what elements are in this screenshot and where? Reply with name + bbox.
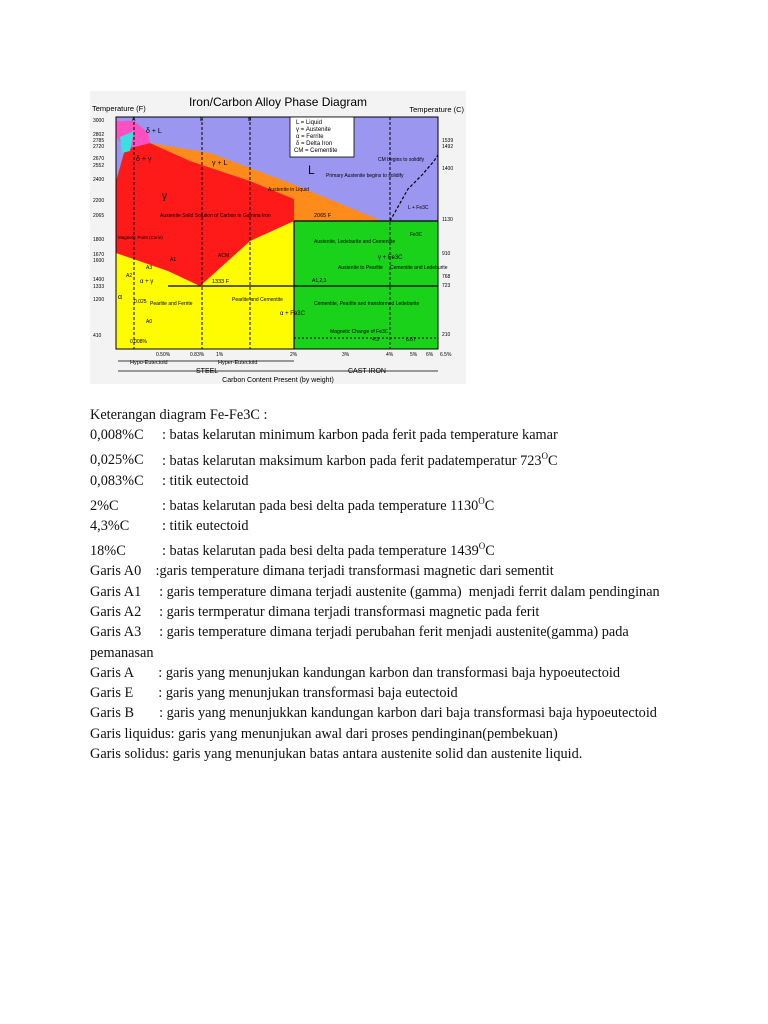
hyper-label: Hyper-Eutectoid: [218, 360, 258, 366]
c-tick: 910: [442, 251, 451, 257]
region-label: 0.025: [134, 299, 147, 305]
x-tick: 2%: [290, 352, 298, 358]
f-tick: 1333: [93, 284, 105, 290]
note-row: [90, 491, 690, 516]
f-tick: 2802: [93, 132, 105, 138]
note-text: : batas kelarutan pada besi delta pada temperature 1439: [162, 543, 479, 560]
region-label: CM begins to solidify: [378, 157, 425, 163]
f-tick: 410: [93, 333, 102, 339]
phase-diagram-figure: [90, 91, 466, 384]
region-label: ACM: [218, 253, 230, 259]
notes-heading: Keterangan diagram Fe-Fe3C :: [90, 407, 268, 423]
f-tick: 2785: [93, 138, 105, 144]
region-label: A2: [126, 273, 133, 279]
notes-section: [90, 405, 690, 764]
garis-a2-text: Garis A2 : garis termperatur dimana terjadi transformasi magnetic pada ferit: [90, 603, 540, 620]
x-tick: 4%: [386, 352, 394, 358]
x-axis-label: Carbon Content Present (by weight): [222, 377, 334, 384]
f-tick: 1400: [93, 277, 105, 283]
note-text: : batas kelarutan pada besi delta pada temperature 1130: [162, 497, 479, 514]
note-key: 2%C: [90, 497, 119, 514]
region-label: L + Fe3C: [408, 205, 429, 211]
region-label: 6.67: [406, 337, 416, 343]
garis-liquidus-text: Garis liquidus: garis yang menunjukan awal dari proses pendinginan(pembekuan): [90, 725, 558, 742]
f-tick: 1800: [93, 237, 105, 243]
region-label: 4.3: [372, 337, 379, 343]
garis-a-text: Garis A : garis yang menunjukan kandungan karbon dan transformasi baja hypoeutectoid: [90, 664, 621, 681]
note-text: : batas kelarutan maksimum karbon pada ferit padatemperatur 723: [162, 452, 542, 469]
region-label: Magnetic Point (Curie): [118, 235, 163, 240]
region-label: δ + γ: [136, 156, 152, 163]
legend-item: α = Ferrite: [296, 134, 324, 140]
f-tick: 1600: [93, 258, 105, 264]
note-key: 18%C: [90, 543, 126, 560]
hypo-label: Hypo-Eutectoid: [130, 360, 168, 366]
col-a-label: A: [132, 117, 136, 123]
steel-label: STEEL: [196, 368, 219, 375]
region-label: 2065 F: [314, 213, 332, 219]
temp-f-label: Temperature (F): [92, 104, 146, 113]
region-label: γ: [162, 191, 167, 202]
c-tick: 723: [442, 283, 451, 289]
x-tick: 0.50%: [156, 352, 171, 358]
note-tail: C: [484, 497, 495, 514]
region-label: Primary Austenite begins to solidify: [326, 173, 404, 179]
cast-iron-label: CAST IRON: [348, 368, 386, 375]
c-tick: 1492: [442, 144, 454, 150]
legend-item: γ = Austenite: [296, 127, 331, 133]
f-tick: 2065: [93, 213, 105, 219]
note-row: [90, 471, 690, 491]
note-sup: O: [478, 541, 486, 552]
region-label: α: [118, 294, 123, 301]
note-tail: C: [485, 543, 495, 560]
region-label: Austenite to Pearlite: [338, 265, 383, 271]
region-label: α + Fe3C: [280, 311, 305, 317]
region-label: Fe3C: [410, 232, 423, 238]
note-key: 0,008%C: [90, 427, 144, 444]
legend-item: L = Liquid: [296, 120, 322, 126]
region-label: A3: [146, 265, 153, 271]
f-tick: 1670: [93, 252, 105, 258]
plot-area: [116, 117, 438, 349]
note-key: 0,025%C: [90, 452, 144, 469]
phase-diagram-svg: [90, 91, 466, 384]
region-label: Austenite in Liquid: [268, 187, 309, 193]
legend-item: δ = Delta Iron: [296, 141, 333, 147]
region-label: A1,2,3: [312, 278, 327, 284]
region-label: L: [308, 163, 315, 177]
region-label: Pearlite and Cementite: [232, 297, 283, 303]
note-text: : titik eutectoid: [162, 472, 249, 489]
f-tick: 2552: [93, 163, 105, 169]
garis-a1-text: Garis A1 : garis temperature dimana terjadi austenite (gamma) menjadi ferrit dalam pendinginan: [90, 583, 660, 600]
temp-c-label: Temperature (C): [409, 105, 464, 114]
region-label: A1: [170, 257, 177, 263]
garis-e-text: Garis E : garis yang menunjukan transformasi baja eutectoid: [90, 685, 458, 702]
region-label: α + γ: [140, 279, 154, 285]
c-tick: 1400: [442, 166, 454, 172]
region-label: Austenite, Ledeburite and Cementite: [314, 239, 396, 245]
note-row: [90, 536, 690, 561]
f-tick: 2670: [93, 156, 105, 162]
legend: [290, 117, 354, 157]
note-key: 0,083%C: [90, 472, 144, 489]
f-tick: 2400: [93, 177, 105, 183]
region-label: Cementite and Ledeburite: [390, 265, 448, 271]
region-label: γ + Fe3C: [378, 255, 403, 261]
region-label: 1333 F: [212, 279, 230, 285]
note-row: [90, 446, 690, 471]
col-e-label: E: [200, 117, 204, 123]
garis-a3-text: Garis A3 : garis temperature dimana terjadi perubahan ferit menjadi austenite(gamma) pada pemanasan: [90, 624, 633, 661]
garis-b-text: Garis B : garis yang menunjukkan kandungan karbon dari baja transformasi baja hypoeutectoid: [90, 705, 657, 722]
note-key: 4,3%C: [90, 518, 130, 535]
region-label: 0.008%: [130, 339, 147, 345]
garis-solidus-text: Garis solidus: garis yang menunjukan batas antara austenite solid dan austenite liquid.: [90, 746, 583, 763]
c-tick: 768: [442, 274, 451, 280]
region-label: Magnetic Change of Fe3C: [330, 329, 389, 335]
note-text: : titik eutectoid: [162, 518, 249, 535]
figure-title: Iron/Carbon Alloy Phase Diagram: [188, 95, 368, 109]
x-tick: 6.5%: [440, 352, 452, 358]
region-label: Pearlite and Ferrite: [150, 301, 193, 307]
region-label: Austenite Solid Solution of Carbon in Gamma Iron: [160, 213, 271, 219]
f-tick: 1200: [93, 297, 105, 303]
x-tick: 0.83%: [190, 352, 205, 358]
f-tick: 2200: [93, 198, 105, 204]
region-label: Cementite, Pearlite and transformed Ledeburite: [314, 301, 420, 307]
note-row: [90, 425, 690, 445]
region-label: δ + L: [146, 128, 162, 135]
note-text: : batas kelarutan minimum karbon pada ferit pada temperature kamar: [162, 427, 558, 444]
note-tail: C: [548, 452, 558, 469]
garis-a0-text: Garis A0 :garis temperature dimana terjadi transformasi magnetic dari sementit: [90, 563, 554, 580]
region-label: γ + L: [212, 160, 228, 167]
note-sup: O: [541, 450, 549, 461]
note-sup: O: [478, 495, 485, 506]
region-label: A0: [146, 319, 153, 325]
c-tick: 1539: [442, 138, 454, 144]
f-tick: 3000: [93, 118, 105, 124]
note-row: [90, 516, 690, 536]
c-tick: 210: [442, 332, 451, 338]
f-tick: 2720: [93, 144, 105, 150]
x-tick: 3%: [342, 352, 350, 358]
x-tick: 5%: [410, 352, 418, 358]
col-b-label: B: [248, 117, 252, 123]
legend-item: CM = Cementite: [294, 148, 338, 154]
c-tick: 1130: [442, 217, 453, 223]
x-tick: 6%: [426, 352, 434, 358]
x-tick: 1%: [216, 352, 224, 358]
